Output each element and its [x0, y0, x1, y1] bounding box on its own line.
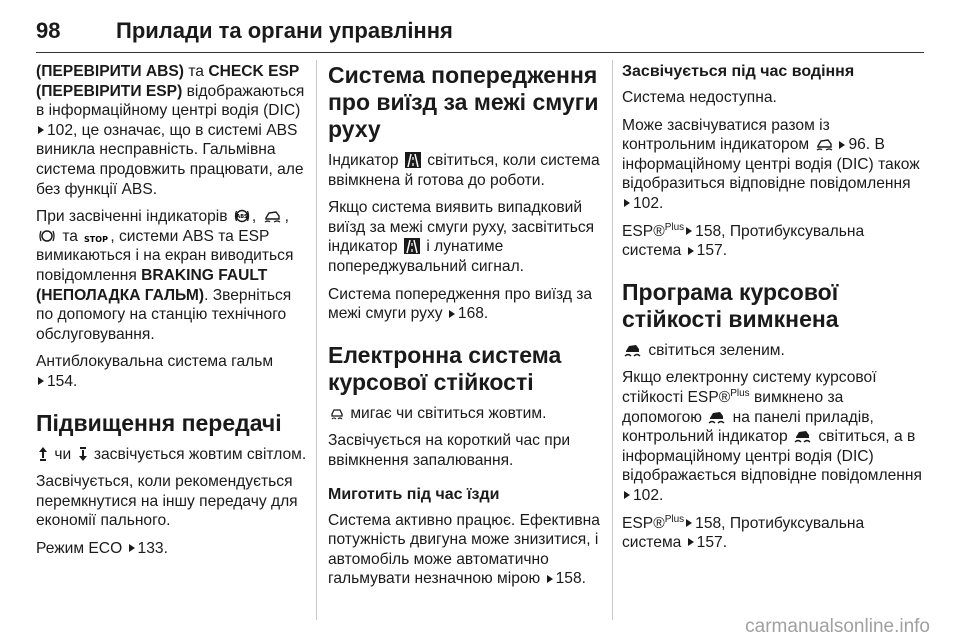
svg-text:ABS: ABS — [236, 214, 248, 221]
text: , — [284, 208, 289, 226]
text: 102. — [633, 486, 664, 504]
superscript: Plus — [664, 513, 685, 525]
esp-car-skid-icon — [263, 208, 283, 224]
text: засвічується жовтим світлом. — [89, 445, 307, 463]
paragraph-abs-esp — [36, 62, 308, 199]
superscript: Plus — [730, 387, 750, 399]
watermark: carmanualsonline.info — [745, 616, 930, 637]
heading-esc-off: Програма курсової стійкості вимкнена — [622, 278, 839, 332]
reference-arrow-icon — [38, 377, 44, 385]
text-bold: (ПЕРЕВІРИТИ ABS) — [36, 63, 184, 80]
text: ESP® — [622, 514, 665, 532]
paragraph-abs-ref — [36, 352, 308, 391]
reference-arrow-icon — [547, 575, 553, 583]
text: та — [184, 63, 209, 80]
text: і лунатиме попереджувальний сигнал. — [328, 238, 525, 275]
paragraph-esc-off-desc — [622, 368, 924, 505]
text: 102. — [633, 194, 664, 212]
reference-arrow-icon — [129, 544, 135, 552]
brake-system-icon — [38, 228, 56, 244]
text: 158, Протибуксувальна система — [622, 222, 865, 260]
page-number: 98 — [36, 18, 61, 43]
text: Система попередження про виїзд за межі смуги руху — [328, 285, 593, 323]
reference-arrow-icon — [624, 491, 630, 499]
reference-arrow-icon — [688, 538, 694, 546]
lane-departure-icon — [405, 152, 421, 168]
text: Якщо система виявить випадковий виїзд за межі смуги руху, засвітиться індикатор — [328, 199, 595, 256]
column-3 — [622, 62, 924, 561]
text: Індикатор — [328, 152, 403, 169]
paragraph-esc-ignition: Засвічується на короткий час при ввімкнення запалювання. — [328, 432, 571, 469]
text: Антиблокувальна система гальм — [36, 353, 274, 371]
paragraph-esc-indicator — [328, 404, 606, 424]
text: 157. — [696, 534, 728, 552]
text: Режим ECO — [36, 539, 127, 557]
esc-car-icon — [330, 405, 344, 421]
reference-arrow-icon — [839, 141, 845, 149]
text: відображаються в інформаційному центрі водія (DIC) — [36, 82, 305, 120]
page-header — [36, 12, 924, 53]
text: 168. — [457, 305, 489, 323]
text: світиться зеленим. — [644, 341, 785, 359]
heading-upshift: Підвищення передачі — [36, 409, 282, 436]
paragraph-with-indicator — [622, 116, 924, 214]
text: 154. — [47, 372, 78, 390]
paragraph-esp-plus-ref — [622, 222, 924, 261]
stop-icon — [84, 232, 108, 244]
column-2 — [328, 62, 606, 597]
paragraph-unavailable: Система недоступна. — [622, 89, 777, 106]
text: . Зверніться по допомогу на станцію технічного обслуговування. — [36, 286, 292, 343]
text: 158. — [555, 570, 586, 588]
text: світиться, а в інформаційному центрі водія (DIC) відображається відповідне повідомлення — [622, 428, 922, 485]
upshift-arrow-icon — [38, 446, 48, 462]
text: ESP® — [622, 222, 665, 240]
paragraph-esc-off-indicator — [622, 341, 924, 361]
text: Може засвічуватися разом із контрольним індикатором — [622, 116, 830, 154]
text: та — [58, 227, 83, 245]
paragraph-upshift-desc: Засвічується, коли рекомендується перемкнутися на іншу передачу для економії пального. — [36, 473, 298, 530]
esc-off-icon — [794, 428, 812, 444]
text: світиться, коли система ввімкнена й готова до роботи. — [328, 152, 600, 189]
superscript: Plus — [664, 221, 685, 233]
svg-text:STOP: STOP — [84, 234, 109, 244]
text: , — [251, 208, 261, 226]
paragraph-lane-warning — [328, 198, 606, 276]
text: Якщо електронну систему курсової стійкості ESP® — [622, 369, 877, 406]
text: 157. — [696, 242, 728, 260]
reference-arrow-icon — [688, 247, 694, 255]
reference-arrow-icon — [686, 227, 692, 235]
text: , системи ABS та ESP вимикаються і на екран виводиться повідомлення — [36, 227, 294, 284]
column-divider — [316, 60, 317, 620]
text: 158, Протибуксувальна система — [622, 514, 865, 552]
paragraph-upshift-indicator — [36, 445, 308, 465]
paragraph-indicators — [36, 207, 308, 344]
heading-blinks-driving: Миготить під час їзди — [328, 485, 500, 503]
reference-arrow-icon — [624, 199, 630, 207]
text: чи — [50, 445, 76, 463]
reference-arrow-icon — [449, 310, 455, 318]
text: на панелі приладів, контрольний індикатор — [622, 408, 874, 446]
text: мигає чи світиться жовтим. — [346, 404, 547, 422]
paragraph-esc-active — [328, 511, 606, 589]
lane-departure-icon — [404, 238, 420, 254]
reference-arrow-icon — [686, 519, 692, 527]
esp-car-skid-icon — [815, 136, 835, 152]
text: 133. — [137, 539, 168, 557]
text: 102, це означає, що в системі ABS виникла несправність. Гальмівна система продовжить працювати, але без функції ABS. — [36, 121, 304, 198]
text: вимкнено за допомогою — [622, 388, 844, 426]
text: 96. В інформаційному центрі водія (DIC) також відобразиться відповідне повідомлення — [622, 136, 920, 193]
esc-off-icon — [708, 409, 726, 425]
heading-esc: Електронна система курсової стійкості — [328, 341, 562, 395]
paragraph-lane-ref — [328, 285, 606, 324]
reference-arrow-icon — [38, 126, 44, 134]
paragraph-eco-ref — [36, 539, 308, 559]
text-bold: CHECK ESP (ПЕРЕВІРИТИ ESP) — [36, 63, 300, 100]
column-1 — [36, 62, 308, 566]
downshift-arrow-icon — [78, 446, 88, 462]
heading-lane-departure: Система попередження про виїзд за межі смуги руху — [328, 62, 599, 142]
paragraph-lane-indicator — [328, 151, 606, 190]
esc-off-icon — [624, 342, 642, 358]
heading-lit-driving: Засвічується під час водіння — [622, 63, 855, 80]
text-bold: BRAKING FAULT (НЕПОЛАДКА ГАЛЬМ) — [36, 266, 268, 304]
abs-warning-icon — [234, 208, 250, 224]
column-divider — [612, 60, 613, 620]
paragraph-esp-plus-ref-2 — [622, 514, 924, 553]
text: При засвіченні індикаторів — [36, 208, 232, 226]
page-title: Прилади та органи управління — [116, 18, 453, 43]
text: Система активно працює. Ефективна потужність двигуна може знизитися, і автомобіль може автоматично гальмувати незначною мірою — [328, 511, 600, 588]
